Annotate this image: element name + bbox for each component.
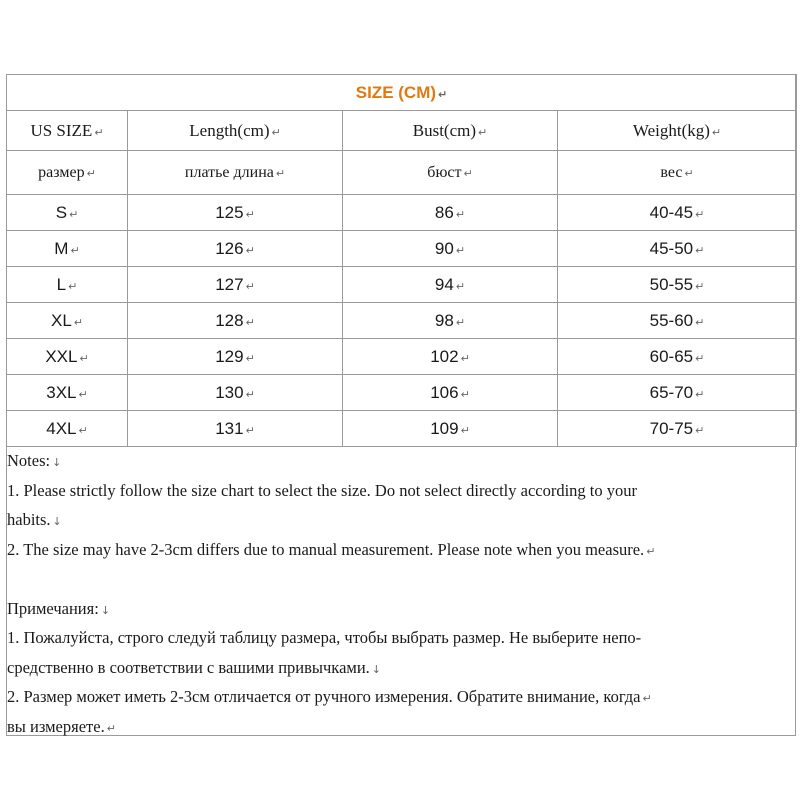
cell-weight: 55-60 ↵: [558, 303, 797, 339]
note-en-1: 1. Please strictly follow the size chart to select the size. Do not select directly according to your: [7, 480, 638, 500]
cell-bust: 86 ↵: [343, 195, 558, 231]
table-row: [7, 339, 797, 375]
cell-bust: 102 ↵: [343, 339, 558, 375]
note-ru-2: 2. Размер может иметь 2-3см отличается от ручного измерения. Обратите внимание, когда ↵: [7, 687, 652, 706]
notes-heading-ru: Примечания: ↓: [7, 598, 111, 618]
note-ru-1: 1. Пожалуйста, строго следуй таблицу размера, чтобы выбрать размер. Не выберите непо-: [7, 628, 642, 647]
cell-bust: 90 ↵: [343, 231, 558, 267]
note-ru-2-cont: вы измеряете. ↵: [7, 716, 116, 736]
cell-size: 4XL ↵: [7, 411, 128, 447]
note-en-2: 2. The size may have 2-3cm differs due to manual measurement. Please note when you measure. ↵: [7, 539, 656, 559]
cell-length: 126 ↵: [128, 231, 343, 267]
cell-size: 3XL ↵: [7, 375, 128, 411]
table-title: SIZE (CM) ↵: [7, 75, 797, 111]
cell-bust: 109 ↵: [343, 411, 558, 447]
notes-heading-en: Notes: ↓: [7, 451, 62, 470]
cell-bust: 94 ↵: [343, 267, 558, 303]
table-row: [7, 375, 797, 411]
cell-length: 129 ↵: [128, 339, 343, 375]
table-row: [7, 267, 797, 303]
title-row: [7, 75, 797, 111]
cell-weight: 60-65 ↵: [558, 339, 797, 375]
header-bust-ru: бюст ↵: [343, 151, 558, 195]
header-weight: Weight(kg) ↵: [558, 111, 797, 151]
cell-length: 130 ↵: [128, 375, 343, 411]
header-row-ru: [7, 151, 797, 195]
table-row: [7, 303, 797, 339]
header-size-ru: размер ↵: [7, 151, 128, 195]
cell-length: 128 ↵: [128, 303, 343, 339]
cell-length: 125 ↵: [128, 195, 343, 231]
notes-section: [7, 446, 793, 741]
header-length-ru: платье длина ↵: [128, 151, 343, 195]
size-table: [6, 74, 797, 447]
header-row-en: [7, 111, 797, 151]
table-row: [7, 411, 797, 447]
cell-weight: 40-45 ↵: [558, 195, 797, 231]
header-length: Length(cm) ↵: [128, 111, 343, 151]
cell-bust: 98 ↵: [343, 303, 558, 339]
note-en-1-cont: habits. ↓: [7, 510, 62, 529]
table-row: [7, 195, 797, 231]
table-row: [7, 231, 797, 267]
cell-length: 127 ↵: [128, 267, 343, 303]
cell-weight: 70-75 ↵: [558, 411, 797, 447]
header-bust: Bust(cm) ↵: [343, 111, 558, 151]
cell-weight: 50-55 ↵: [558, 267, 797, 303]
header-weight-ru: вес ↵: [558, 151, 797, 195]
cell-size: XL ↵: [7, 303, 128, 339]
cell-weight: 65-70 ↵: [558, 375, 797, 411]
notes-spacer: [7, 564, 793, 594]
cell-size: S ↵: [7, 195, 128, 231]
header-us-size: US SIZE ↵: [7, 111, 128, 151]
cell-length: 131 ↵: [128, 411, 343, 447]
cell-weight: 45-50 ↵: [558, 231, 797, 267]
cell-size: M ↵: [7, 231, 128, 267]
cell-size: L ↵: [7, 267, 128, 303]
cell-bust: 106 ↵: [343, 375, 558, 411]
note-ru-1-cont: средственно в соответствии с вашими привычками. ↓: [7, 657, 382, 677]
cell-size: XXL ↵: [7, 339, 128, 375]
